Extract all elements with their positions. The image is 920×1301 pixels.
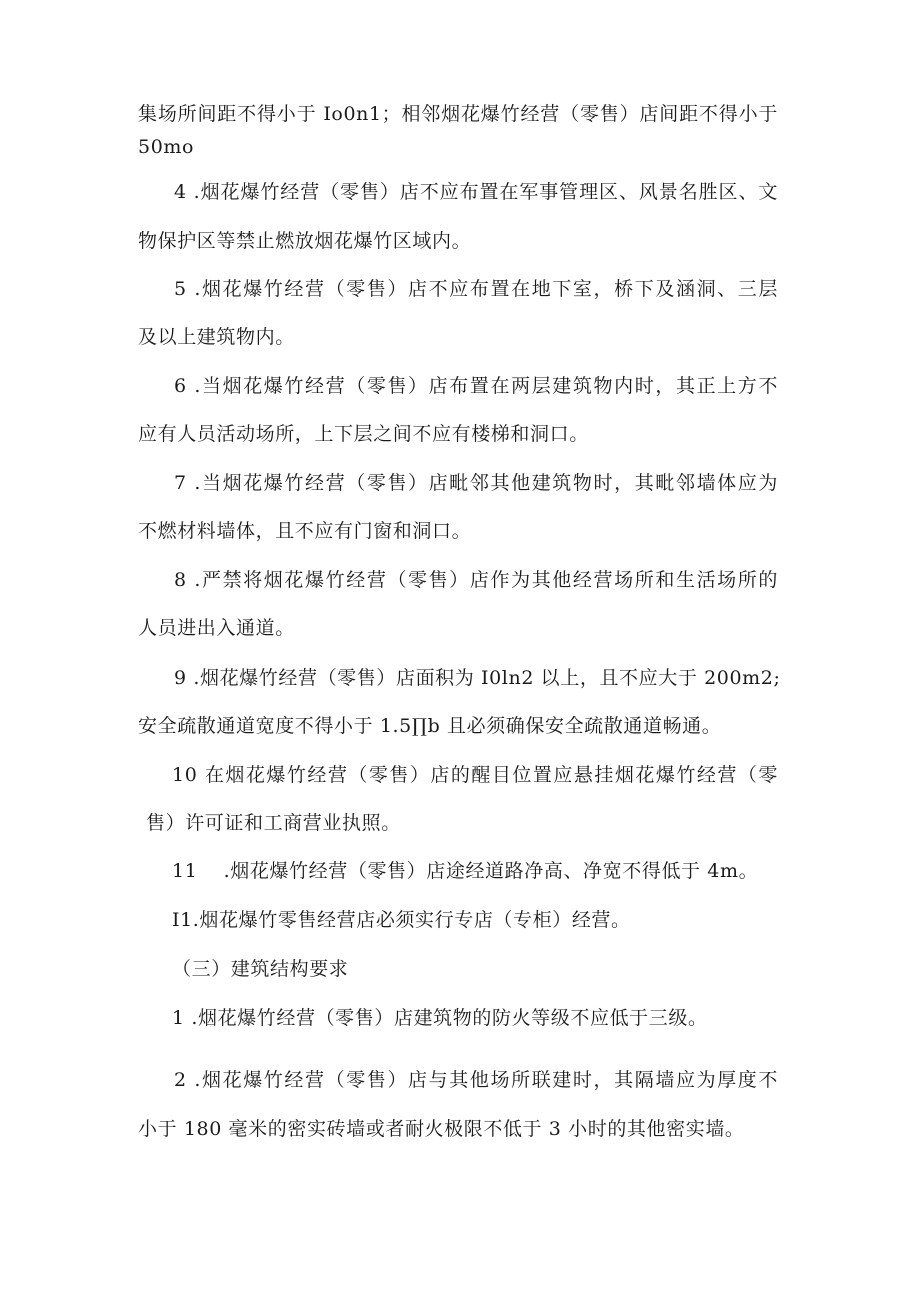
item-8-line-2: 人员进出入通道。 <box>138 617 295 639</box>
item-5-line-1: 5 .烟花爆竹经营（零售）店不应布置在地下室，桥下及涵洞、三层 <box>174 278 778 300</box>
item-9-line-1: 9 .烟花爆竹经营（零售）店面积为 I0ln2 以上，且不应大于 200m2; <box>174 667 781 689</box>
item-7-line-1: 7 .当烟花爆竹经营（零售）店毗邻其他建筑物时，其毗邻墙体应为 <box>174 472 778 494</box>
struct-item-2-line-1: 2 .烟花爆竹经营（零售）店与其他场所联建时，其隔墙应为厚度不 <box>174 1069 778 1091</box>
text-line-2: 50mo <box>138 136 195 158</box>
item-i1-line: I1.烟花爆竹零售经营店必须实行专店（专柜）经营。 <box>172 909 631 931</box>
item-10-line-1: 10 在烟花爆竹经营（零售）店的醒目位置应悬挂烟花爆竹经营（零 <box>172 764 778 786</box>
struct-item-2-line-2: 小于 180 毫米的密实砖墙或者耐火极限不低于 3 小时的其他密实墙。 <box>138 1118 745 1140</box>
item-11-line: 11 .烟花爆竹经营（零售）店途经道路净高、净宽不得低于 4m。 <box>172 860 759 882</box>
text-line-1: 集场所间距不得小于 Io0n1；相邻烟花爆竹经营（零售）店间距不得小于 <box>138 103 778 125</box>
item-9-line-2: 安全疏散通道宽度不得小于 1.5∏b 且必须确保安全疏散通道畅通。 <box>138 715 722 737</box>
item-7-line-2: 不燃材料墙体，且不应有门窗和洞口。 <box>138 520 472 542</box>
item-8-line-1: 8 .严禁将烟花爆竹经营（零售）店作为其他经营场所和生活场所的 <box>174 569 778 591</box>
item-4-line-2: 物保护区等禁止燃放烟花爆竹区域内。 <box>138 230 472 252</box>
item-5-line-2: 及以上建筑物内。 <box>138 326 295 348</box>
section-heading: （三）建筑结构要求 <box>172 958 349 980</box>
item-10-line-2: 售）许可证和工商营业执照。 <box>146 812 401 834</box>
struct-item-1-line: 1 .烟花爆竹经营（零售）店建筑物的防火等级不应低于三级。 <box>172 1007 708 1029</box>
item-4-line-1: 4 .烟花爆竹经营（零售）店不应布置在军事管理区、风景名胜区、文 <box>174 181 778 203</box>
item-6-line-2: 应有人员活动场所，上下层之间不应有楼梯和洞口。 <box>138 423 589 445</box>
item-6-line-1: 6 .当烟花爆竹经营（零售）店布置在两层建筑物内时，其正上方不 <box>174 375 778 397</box>
